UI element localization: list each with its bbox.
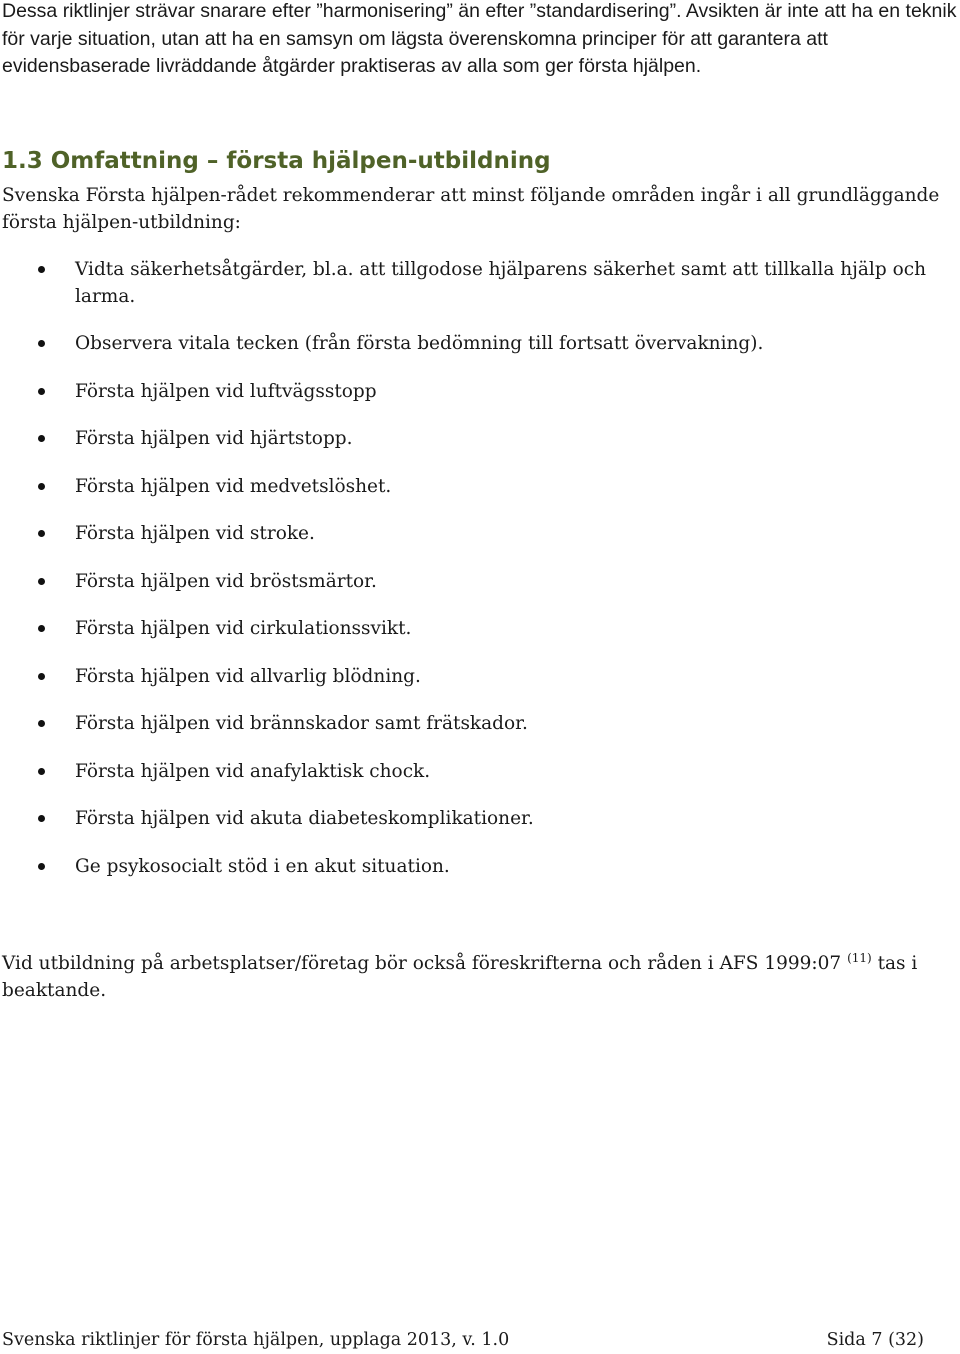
list-item-text: Första hjälpen vid brännskador samt frätskador. (75, 713, 528, 734)
list-item-text: Första hjälpen vid luftvägsstopp (75, 380, 377, 402)
list-item (0, 521, 940, 548)
list-item-text: Observera vitala tecken (från första bedömning till fortsatt övervakning). (75, 333, 764, 354)
closing-text-end: tas i beaktande. (2, 953, 918, 1001)
list-item (0, 711, 940, 738)
bullet-icon (38, 530, 45, 537)
list-item (0, 664, 940, 691)
list-item (0, 331, 940, 358)
bullet-icon (38, 435, 45, 442)
list-item-text: Första hjälpen vid hjärtstopp. (75, 428, 353, 449)
page-footer (2, 1326, 924, 1354)
list-item (0, 474, 940, 501)
bullet-icon (38, 673, 45, 680)
bullet-icon (38, 720, 45, 727)
bullet-icon (38, 340, 45, 347)
list-item-text: Första hjälpen vid stroke. (75, 523, 315, 544)
list-item (0, 257, 940, 310)
list-item (0, 759, 940, 786)
list-item (0, 426, 940, 453)
list-item-text: Första hjälpen vid cirkulationssvikt. (75, 618, 412, 639)
list-item-text: Första hjälpen vid allvarlig blödning. (75, 665, 421, 687)
bullet-icon (38, 483, 45, 490)
list-item (0, 569, 940, 596)
list-item-text: Vidta säkerhetsåtgärder, bl.a. att tillgodose hjälparens säkerhet samt att tillkalla hjälp och larma. (75, 259, 926, 307)
bullet-icon (38, 815, 45, 822)
reference-marker: (11) (847, 951, 872, 965)
bullet-icon (38, 578, 45, 585)
list-item (0, 616, 940, 643)
list-item-text: Första hjälpen vid bröstsmärtor. (75, 570, 377, 592)
list-item-text: Ge psykosocialt stöd i en akut situation. (75, 855, 450, 877)
list-item (0, 379, 940, 406)
bullet-icon (38, 388, 45, 395)
section-heading: 1.3 Omfattning – första hjälpen-utbildning (2, 148, 551, 174)
list-item-text: Första hjälpen vid anafylaktisk chock. (75, 760, 431, 782)
list-item (0, 806, 940, 833)
bullet-icon (38, 266, 45, 273)
topic-list (0, 257, 940, 901)
closing-text-start: Vid utbildning på arbetsplatser/företag bör också föreskrifterna och råden i AFS 1999:07 (2, 953, 848, 974)
list-item (0, 854, 940, 881)
bullet-icon (38, 625, 45, 632)
bullet-icon (38, 768, 45, 775)
list-item-text: Första hjälpen vid akuta diabeteskomplikationer. (75, 808, 534, 829)
list-item-text: Första hjälpen vid medvetslöshet. (75, 475, 392, 497)
closing-paragraph (2, 950, 952, 1004)
footer-document-title: Svenska riktlinjer för första hjälpen, upplaga 2013, v. 1.0 (2, 1330, 510, 1350)
bullet-icon (38, 863, 45, 870)
footer-page-number: Sida 7 (32) (826, 1330, 924, 1350)
intro-paragraph: Dessa riktlinjer strävar snarare efter ”harmonisering” än efter ”standardisering”. Avsikten är inte att ha en teknik för varje situation, utan att ha en samsyn om lägsta överenskomna principer för att garantera att evidensbaserade livräddande åtgärder praktiseras av alla som ger första hjälpen. (2, 0, 957, 77)
section-lead: Svenska Första hjälpen-rådet rekommenderar att minst följande områden ingår i all grundläggande första hjälpen-utbildning: (2, 185, 940, 233)
